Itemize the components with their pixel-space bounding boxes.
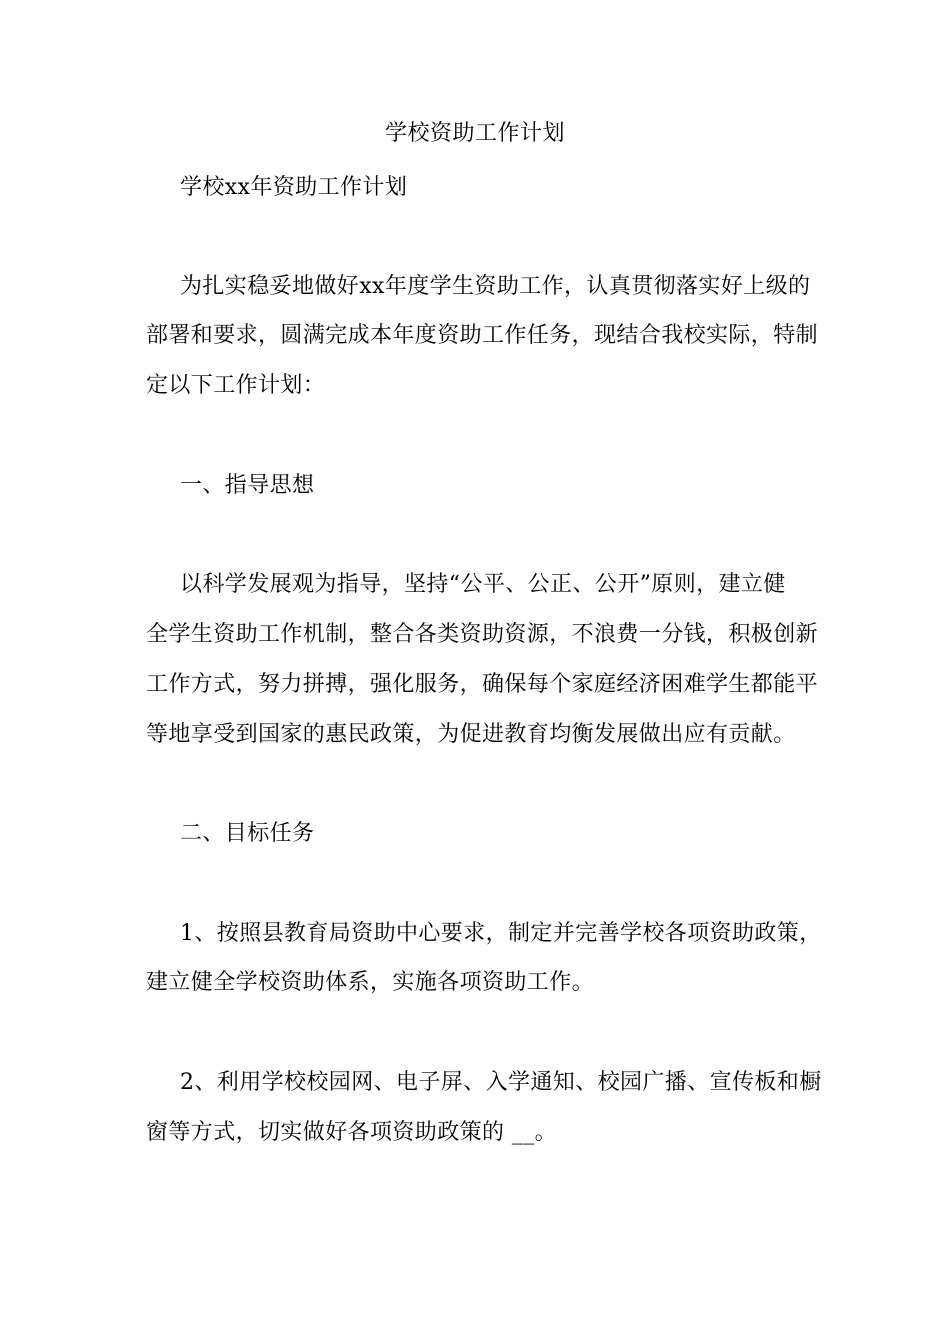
intro-line-1: 为扎实稳妥地做好xx年度学生资助工作，认真贯彻落实好上级的 xyxy=(180,274,811,299)
section1-line-1: 以科学发展观为指导，坚持“公平、公正、公开”原则，建立健 xyxy=(180,572,786,597)
section1-line-2: 全学生资助工作机制，整合各类资助资源，不浪费一分钱，积极创新 xyxy=(146,622,819,647)
section1-line-3: 工作方式，努力拼搏，强化服务，确保每个家庭经济困难学生都能平 xyxy=(146,672,819,697)
item1-line-2: 建立健全学校资助体系，实施各项资助工作。 xyxy=(146,970,595,995)
section-heading-goals-tasks: 二、目标任务 xyxy=(180,821,315,846)
document-subtitle: 学校xx年资助工作计划 xyxy=(180,175,408,200)
item2-line-1: 2、利用学校校园网、电子屏、入学通知、校园广播、宣传板和橱 xyxy=(180,1070,822,1095)
intro-line-2: 部署和要求，圆满完成本年度资助工作任务，现结合我校实际，特制 xyxy=(146,323,819,348)
item2-line-2: 窗等方式，切实做好各项资助政策的 __。 xyxy=(146,1120,557,1145)
section-heading-guiding-ideology: 一、指导思想 xyxy=(180,473,315,498)
section1-line-4: 等地享受到国家的惠民政策，为促进教育均衡发展做出应有贡献。 xyxy=(146,722,796,747)
intro-line-3: 定以下工作计划： xyxy=(146,373,326,398)
document-title: 学校资助工作计划 xyxy=(384,121,565,146)
item1-line-1: 1、按照县教育局资助中心要求，制定并完善学校各项资助政策， xyxy=(180,921,822,946)
